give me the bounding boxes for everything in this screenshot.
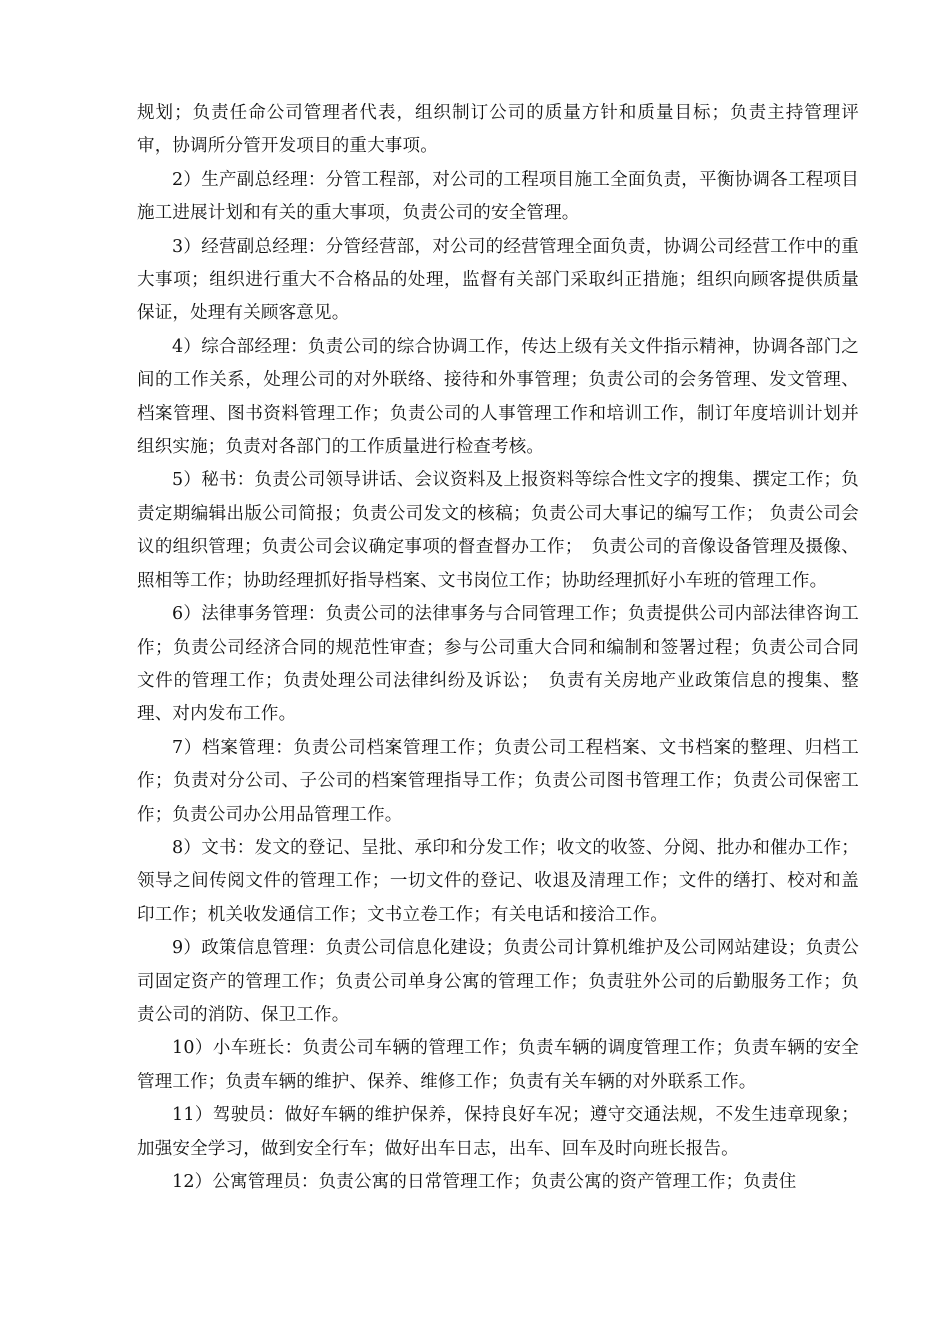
- paragraph-legal-affairs: 6）法律事务管理：负责公司的法律事务与合同管理工作；负责提供公司内部法律咨询工作；负责公司经济合同的规范性审查；参与公司重大合同和编制和签署过程；负责公司合同文件的管理工作；负责处理公司法律纠纷及诉讼； 负责有关房地产业政策信息的搜集、整理、对内发布工作。: [137, 604, 859, 725]
- paragraph-general-dept-manager: 4）综合部经理：负责公司的综合协调工作，传达上级有关文件指示精神，协调各部门之间的工作关系，处理公司的对外联络、接待和外事管理；负责公司的会务管理、发文管理、档案管理、图书资料管理工作；负责公司的人事管理工作和培训工作，制订年度培训计划并组织实施；负责对各部门的工作质量进行检查考核。: [137, 336, 859, 458]
- paragraph-driver: 11）驾驶员：做好车辆的维护保养，保持良好车况；遵守交通法规，不发生违章现象；加强安全学习，做到安全行车；做好出车日志，出车、回车及时向班长报告。: [137, 1105, 859, 1159]
- document-body: [137, 97, 859, 1199]
- paragraph-policy-info: 9）政策信息管理：负责公司信息化建设；负责公司计算机维护及公司网站建设；负责公司固定资产的管理工作；负责公司单身公寓的管理工作；负责驻外公司的后勤服务工作；负责公司的消防、保卫工作。: [137, 938, 859, 1025]
- paragraph-secretary: 5）秘书：负责公司领导讲话、会议资料及上报资料等综合性文字的搜集、撰定工作；负责定期编辑出版公司简报；负责公司发文的核稿；负责公司大事记的编写工作； 负责公司会议的组织管理；负责公司会议确定事项的督查督办工作； 负责公司的音像设备管理及摄像、照相等工作；协助经理抓好指导档案、文书岗位工作；协助经理抓好小车班的管理工作。: [137, 470, 859, 591]
- paragraph-car-team-leader: 10）小车班长：负责公司车辆的管理工作；负责车辆的调度管理工作；负责车辆的安全管理工作；负责车辆的维护、保养、维修工作；负责有关车辆的对外联系工作。: [137, 1038, 859, 1092]
- paragraph-continuation: 规划；负责任命公司管理者代表，组织制订公司的质量方针和质量目标；负责主持管理评审，协调所分管开发项目的重大事项。: [137, 103, 859, 157]
- paragraph-production-vp: 2）生产副总经理：分管工程部，对公司的工程项目施工全面负责，平衡协调各工程项目施工进展计划和有关的重大事项，负责公司的安全管理。: [137, 169, 859, 224]
- paragraph-clerical: 8）文书：发文的登记、呈批、承印和分发工作；收文的收签、分阅、批办和催办工作；领导之间传阅文件的管理工作；一切文件的登记、收退及清理工作；文件的缮打、校对和盖印工作；机关收发通信工作；文书立卷工作；有关电话和接洽工作。: [137, 837, 859, 925]
- paragraph-apartment-manager: 12）公寓管理员：负责公寓的日常管理工作；负责公寓的资产管理工作；负责住: [172, 1172, 797, 1192]
- paragraph-archive-management: 7）档案管理：负责公司档案管理工作；负责公司工程档案、文书档案的整理、归档工作；负责对分公司、子公司的档案管理指导工作；负责公司图书管理工作；负责公司保密工作；负责公司办公用品管理工作。: [137, 737, 859, 825]
- paragraph-business-vp: 3）经营副总经理：分管经营部，对公司的经营管理全面负责，协调公司经营工作中的重大事项；组织进行重大不合格品的处理，监督有关部门采取纠正措施；组织向顾客提供质量保证，处理有关顾客意见。: [137, 236, 859, 324]
